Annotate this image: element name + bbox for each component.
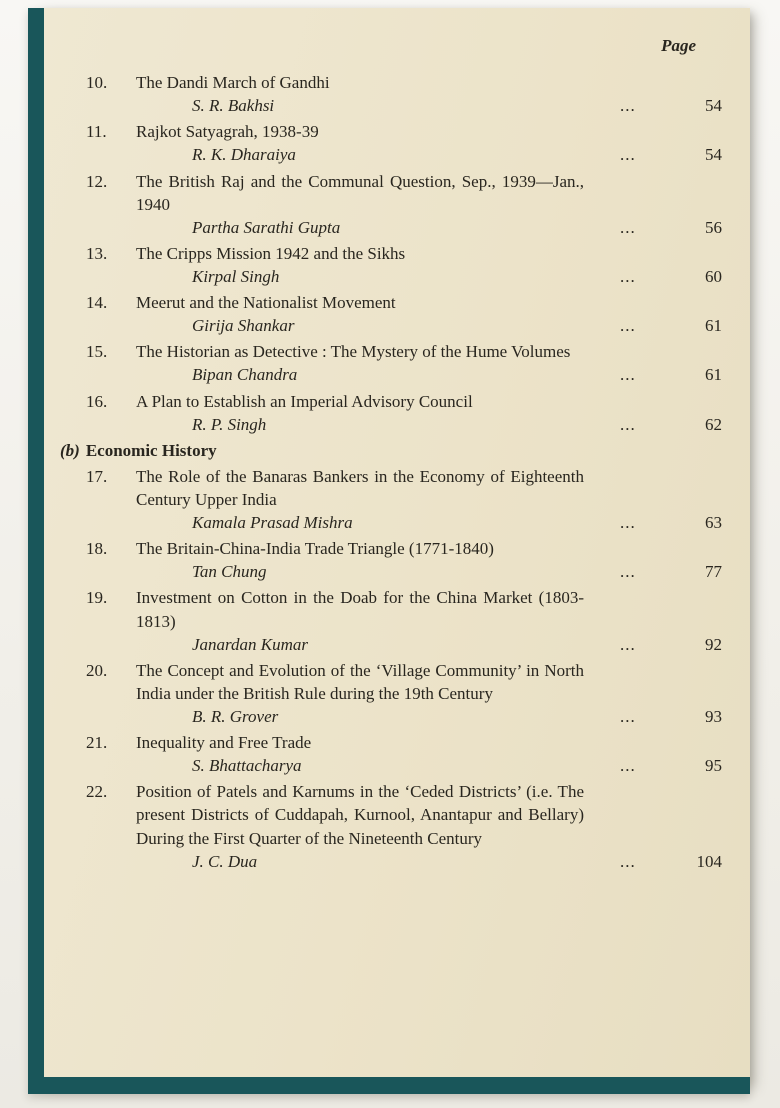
entry-body <box>136 465 722 534</box>
entry-page-number: 56 <box>705 217 722 237</box>
entry-author-row <box>136 413 722 436</box>
entry-body <box>136 731 722 777</box>
entry-page-number: 92 <box>705 634 722 654</box>
entry-author-row <box>136 754 722 777</box>
entry-title: Meerut and the Nationalist Movement <box>136 293 396 313</box>
entry-author-row <box>136 94 722 117</box>
entry-number: 19. <box>86 588 108 608</box>
entry-title: The Role of the Banaras Bankers in the Economy of Eighteenth Century Upper India <box>136 466 584 509</box>
entry-dots-leader: ... <box>620 414 636 434</box>
paper-sheet <box>28 8 750 1094</box>
book-cover-edge-left <box>28 8 44 1094</box>
entry-author-row <box>136 314 722 337</box>
entry-dots-leader: ... <box>620 145 636 165</box>
entry-page-number: 62 <box>705 414 722 434</box>
entry-dots-leader: ... <box>620 513 636 533</box>
book-cover-edge-bottom <box>28 1077 750 1094</box>
entry-page-number: 54 <box>705 145 722 165</box>
entry-title: The Concept and Evolution of the ‘Village Community’ in North India under the British Rule during the 19th Century <box>136 660 584 703</box>
entry-author-row <box>136 363 722 386</box>
entry-page-number: 63 <box>705 513 722 533</box>
entry-title: The Dandi March of Gandhi <box>136 73 330 93</box>
entry-author: B. R. Grover <box>192 706 279 726</box>
page-column-header: Page <box>661 36 696 55</box>
entry-body <box>136 780 722 872</box>
entry-page-number: 93 <box>705 706 722 726</box>
entry-dots-leader: ... <box>620 634 636 654</box>
entry-dots-leader: ... <box>620 706 636 726</box>
toc-entry <box>86 465 722 534</box>
entry-title: A Plan to Establish an Imperial Advisory Council <box>136 391 473 411</box>
entry-dots-leader: ... <box>620 562 636 582</box>
entry-author-row <box>136 511 722 534</box>
entry-number: 15. <box>86 342 108 362</box>
entry-body <box>136 71 722 117</box>
toc-entry <box>86 170 722 239</box>
entry-author-row <box>136 705 722 728</box>
entry-author: Girija Shankar <box>192 316 295 336</box>
entry-body <box>136 390 722 436</box>
section-heading <box>60 439 722 462</box>
entry-dots-leader: ... <box>620 756 636 776</box>
entry-author-row <box>136 560 722 583</box>
entry-page-number: 61 <box>705 365 722 385</box>
entry-body <box>136 120 722 166</box>
entry-body <box>136 242 722 288</box>
entry-number: 17. <box>86 466 108 486</box>
entry-author: R. P. Singh <box>192 414 267 434</box>
entry-dots-leader: ... <box>620 851 636 871</box>
entry-author: S. Bhattacharya <box>192 756 302 776</box>
toc-entry <box>86 120 722 166</box>
entry-author: J. C. Dua <box>192 851 258 871</box>
entry-title: The Cripps Mission 1942 and the Sikhs <box>136 243 406 263</box>
entry-author: Kamala Prasad Mishra <box>192 513 353 533</box>
entry-body <box>136 291 722 337</box>
entry-author-row <box>136 143 722 166</box>
entry-number: 11. <box>86 122 107 142</box>
entry-title: The British Raj and the Communal Question, Sep., 1939—Jan., 1940 <box>136 171 584 214</box>
toc-entry <box>86 390 722 436</box>
entry-author: Bipan Chandra <box>192 365 298 385</box>
entry-number: 13. <box>86 243 108 263</box>
toc-entry <box>86 242 722 288</box>
toc-content <box>44 8 750 1077</box>
entry-author-row <box>136 633 722 656</box>
toc-entry <box>86 659 722 728</box>
entry-author: S. R. Bakhsi <box>192 96 275 116</box>
entry-page-number: 95 <box>705 756 722 776</box>
entry-number: 22. <box>86 782 108 802</box>
entry-dots-leader: ... <box>620 365 636 385</box>
entry-author-row <box>136 216 722 239</box>
entry-author: Kirpal Singh <box>192 266 280 286</box>
entry-body <box>136 170 722 239</box>
entry-number: 20. <box>86 660 108 680</box>
entry-page-number: 104 <box>696 851 722 871</box>
entry-author: R. K. Dharaiya <box>192 145 296 165</box>
toc-list <box>60 71 722 873</box>
toc-entry <box>86 71 722 117</box>
entry-page-number: 77 <box>705 562 722 582</box>
entry-number: 10. <box>86 73 108 93</box>
toc-entry <box>86 537 722 583</box>
entry-number: 21. <box>86 733 108 753</box>
entry-dots-leader: ... <box>620 96 636 116</box>
entry-body <box>136 537 722 583</box>
entry-number: 16. <box>86 391 108 411</box>
entry-number: 18. <box>86 539 108 559</box>
entry-page-number: 60 <box>705 266 722 286</box>
toc-entry <box>86 731 722 777</box>
entry-title: The Historian as Detective : The Mystery of the Hume Volumes <box>136 342 571 362</box>
section-title: Economic History <box>85 440 217 460</box>
entry-title: The Britain-China-India Trade Triangle (1771-1840) <box>136 539 494 559</box>
entry-dots-leader: ... <box>620 316 636 336</box>
entry-body <box>136 586 722 655</box>
entry-title: Position of Patels and Karnums in the ‘Ceded Districts’ (i.e. The present Districts of Cuddapah, Kurnool, Anantapur and Bellary) During the First Quarter of the Nineteenth Century <box>136 782 584 848</box>
entry-author-row <box>136 265 722 288</box>
entry-page-number: 54 <box>705 96 722 116</box>
entry-title: Rajkot Satyagrah, 1938-39 <box>136 122 319 142</box>
toc-entry <box>86 586 722 655</box>
entry-author: Janardan Kumar <box>192 634 309 654</box>
entry-title: Investment on Cotton in the Doab for the China Market (1803-1813) <box>136 588 584 631</box>
entry-dots-leader: ... <box>620 266 636 286</box>
entry-author: Partha Sarathi Gupta <box>192 217 341 237</box>
toc-entry <box>86 780 722 872</box>
toc-entry <box>86 291 722 337</box>
entry-number: 12. <box>86 171 108 191</box>
entry-author: Tan Chung <box>192 562 267 582</box>
entry-body <box>136 659 722 728</box>
entry-page-number: 61 <box>705 316 722 336</box>
entry-title: Inequality and Free Trade <box>136 733 312 753</box>
toc-entry <box>86 340 722 386</box>
entry-author-row <box>136 850 722 873</box>
entry-body <box>136 340 722 386</box>
entry-dots-leader: ... <box>620 217 636 237</box>
section-label: (b) <box>60 440 80 460</box>
entry-number: 14. <box>86 293 108 313</box>
